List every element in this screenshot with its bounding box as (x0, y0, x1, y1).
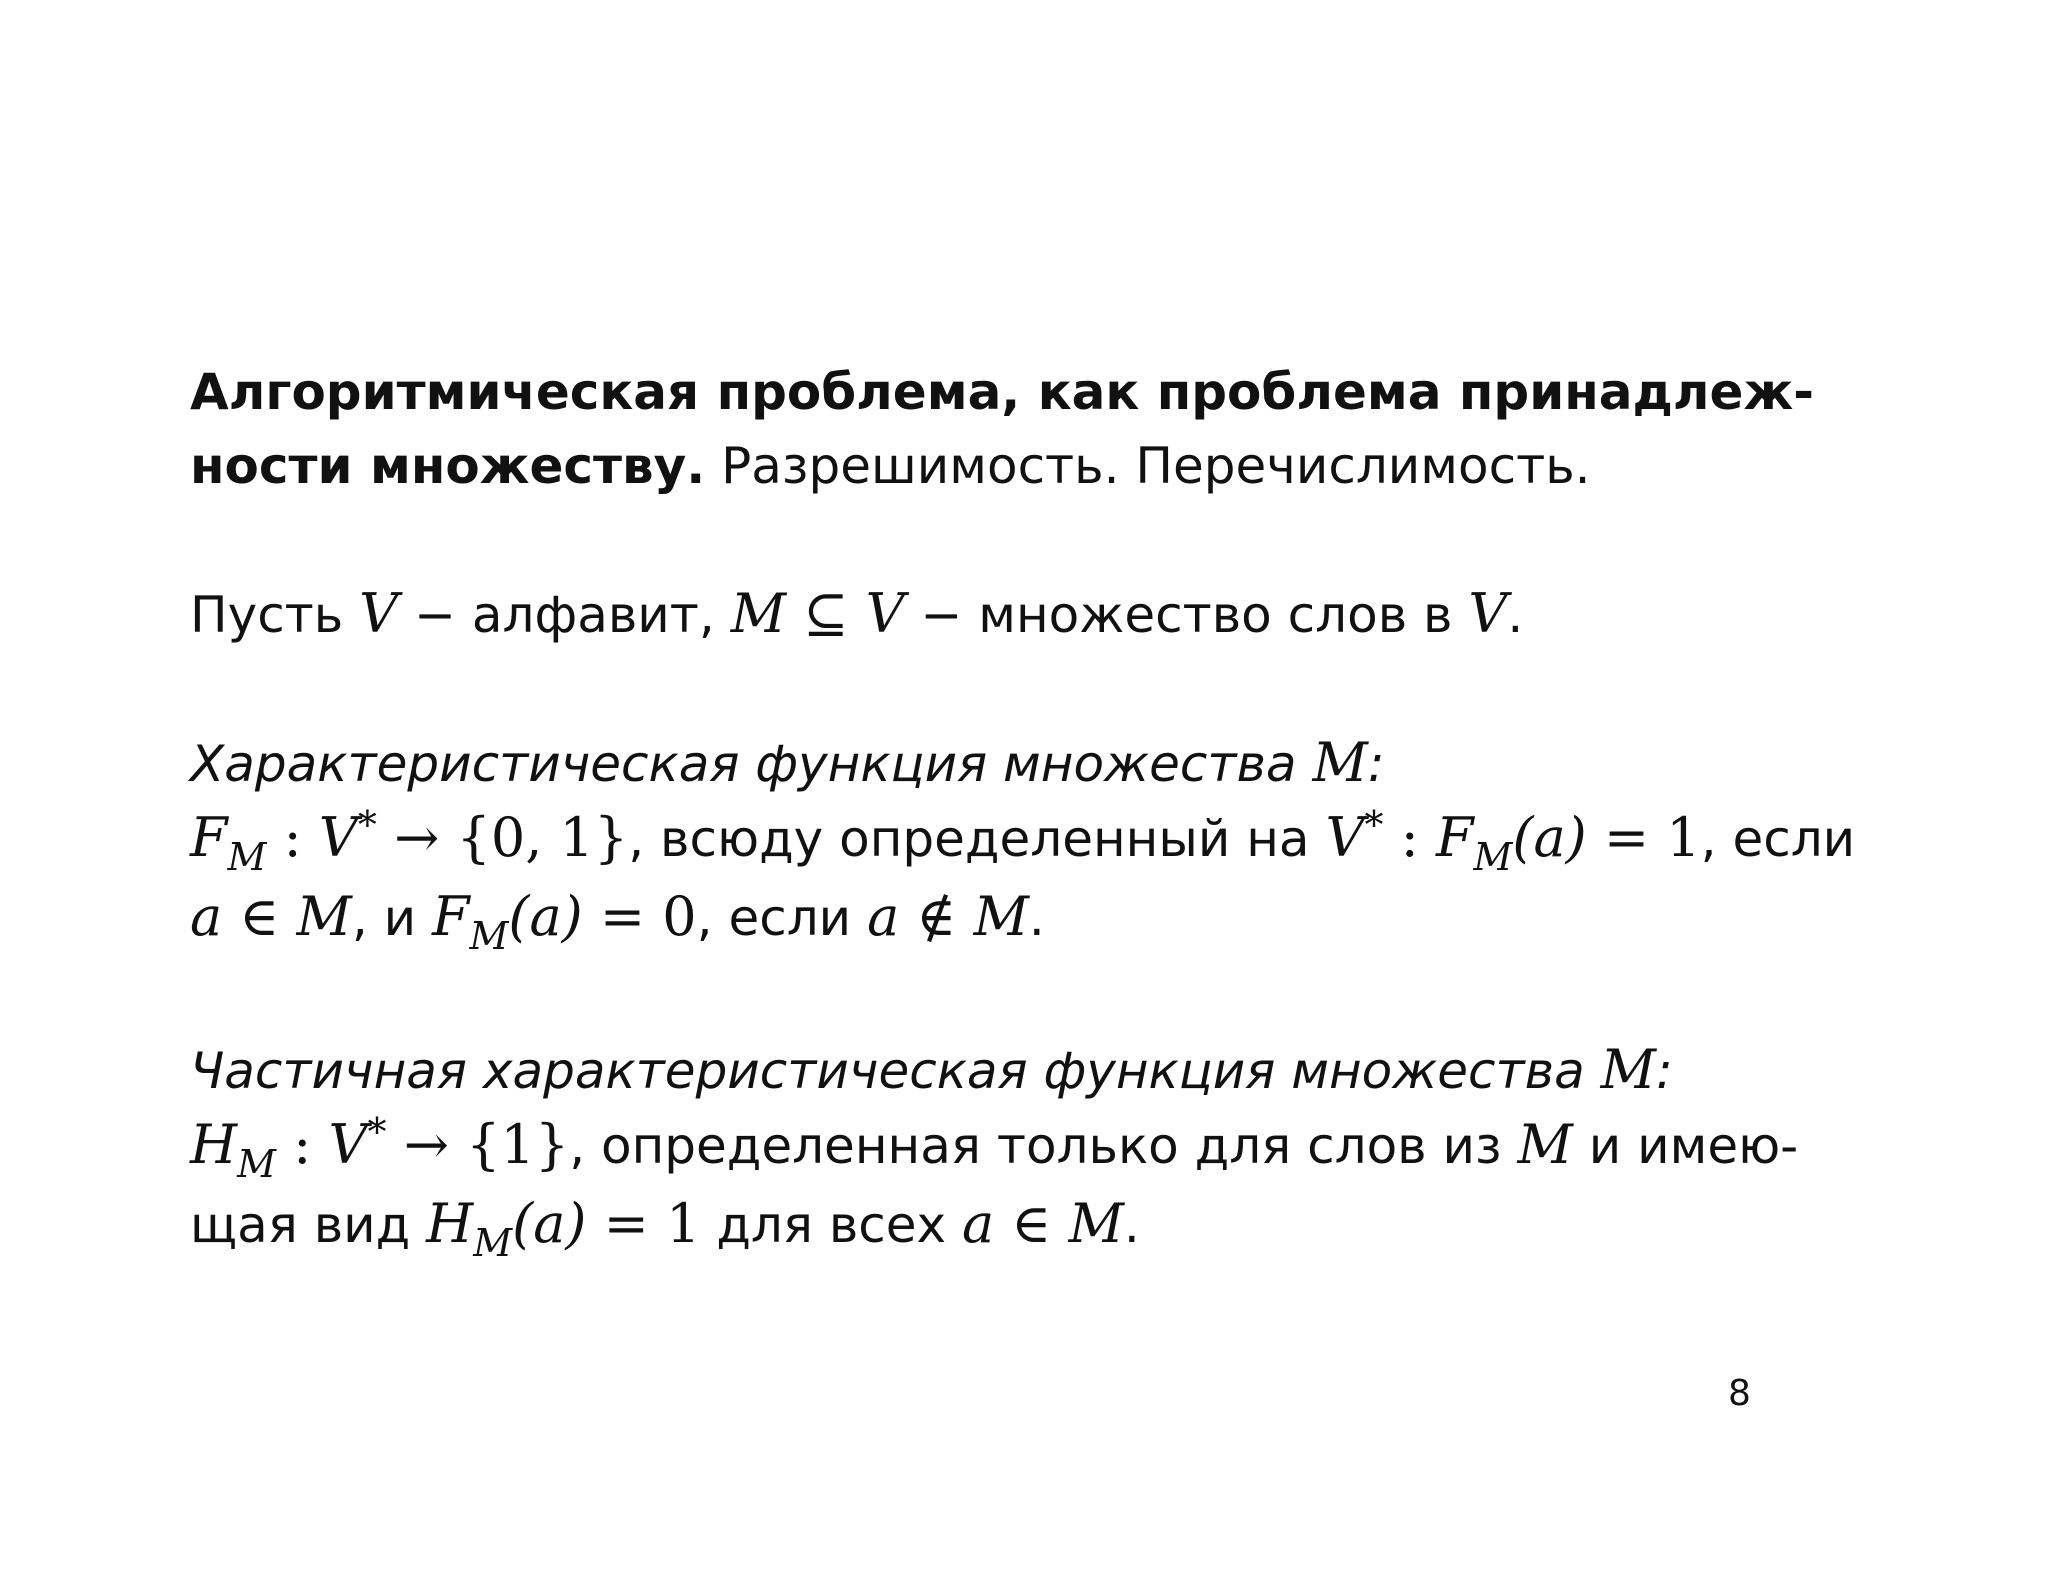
math-V: V (1325, 806, 1365, 869)
math-V: V (1468, 582, 1508, 645)
math-subseteq: ⊆ (786, 582, 866, 645)
char-func-line-1 (190, 801, 1890, 880)
char-func-if: , если (1700, 810, 1856, 868)
math-arg: (a) (1512, 806, 1587, 869)
math-M: M (296, 885, 352, 948)
math-arg: (a) (512, 1192, 587, 1255)
slide-content (190, 355, 1890, 1266)
char-func-title-text: Характеристическая функция множества (190, 735, 1313, 793)
char-func-if: , если (696, 889, 868, 947)
math-arrow: → (376, 806, 457, 869)
intro-dot: . (1507, 586, 1524, 644)
heading-line-2 (190, 429, 1890, 503)
char-func-dot: . (1028, 889, 1045, 947)
intro-line (190, 577, 1890, 652)
math-subscript-M: M (1473, 835, 1513, 879)
math-subscript-M: M (237, 1142, 277, 1186)
math-H: H (426, 1192, 474, 1255)
math-M: M (973, 885, 1029, 948)
math-subscript-M: M (227, 835, 267, 879)
math-a: a (962, 1192, 995, 1255)
char-func-and: , и (351, 889, 432, 947)
math-in: ∈ (994, 1192, 1069, 1255)
heading-bold-2: ности множеству. (190, 437, 706, 495)
math-a: a (867, 885, 900, 948)
title-colon: : (1655, 1042, 1673, 1100)
char-func-text: , всюду определенный на (628, 810, 1326, 868)
math-F: F (1436, 806, 1474, 869)
math-arg: (a) (508, 885, 583, 948)
partial-func-tail: и имею- (1572, 1117, 1799, 1175)
math-M: M (1312, 731, 1368, 794)
intro-text-3: − множество слов в (904, 586, 1469, 644)
math-in: ∈ (222, 885, 297, 948)
heading-rest: Разрешимость. Перечислимость. (705, 437, 1591, 495)
math-V: V (318, 806, 358, 869)
math-star: * (357, 803, 377, 847)
page-number: 8 (1728, 1373, 1751, 1414)
math-colon: : (266, 806, 319, 869)
math-star: * (1364, 803, 1384, 847)
math-M: M (1600, 1038, 1656, 1101)
spacer (190, 503, 1890, 577)
char-func-line-2 (190, 880, 1890, 959)
spacer (190, 959, 1890, 1033)
math-star: * (367, 1110, 387, 1154)
math-subscript-M: M (469, 914, 509, 958)
math-H: H (190, 1113, 238, 1176)
title-colon: : (1367, 735, 1385, 793)
math-F: F (432, 885, 470, 948)
math-a: a (190, 885, 223, 948)
spacer (190, 652, 1890, 726)
math-M: M (1068, 1192, 1124, 1255)
math-set: {1} (466, 1113, 570, 1176)
heading-line-1 (190, 355, 1890, 429)
partial-func-text: , определенная только для слов из (569, 1117, 1518, 1175)
heading-bold-1: Алгоритмическая проблема, как проблема принадлеж- (190, 363, 1814, 421)
math-notin: ∉ (899, 885, 974, 948)
math-eq: = 1 (1586, 806, 1701, 869)
partial-func-title-text: Частичная характеристическая функция множества (190, 1042, 1601, 1100)
math-M: M (1517, 1113, 1573, 1176)
partial-func-line-2 (190, 1187, 1890, 1266)
partial-func-text-2: щая вид (190, 1196, 427, 1254)
math-arrow: → (386, 1113, 467, 1176)
partial-func-title (190, 1033, 1890, 1108)
math-M: M (730, 582, 787, 645)
math-set: {0, 1} (456, 806, 629, 869)
partial-func-dot: . (1123, 1196, 1140, 1254)
partial-func-all: для всех (700, 1196, 963, 1254)
math-F: F (190, 806, 228, 869)
math-eq: = 1 (586, 1192, 701, 1255)
math-V: V (359, 582, 399, 645)
math-colon: : (1383, 806, 1436, 869)
math-V: V (865, 582, 905, 645)
math-eq: = 0 (582, 885, 697, 948)
math-colon: : (276, 1113, 329, 1176)
math-V: V (328, 1113, 368, 1176)
math-subscript-M: M (473, 1221, 513, 1265)
partial-func-line-1 (190, 1108, 1890, 1187)
char-func-title (190, 726, 1890, 801)
intro-text-1: Пусть (190, 586, 360, 644)
intro-text-2: − алфавит, (398, 586, 731, 644)
